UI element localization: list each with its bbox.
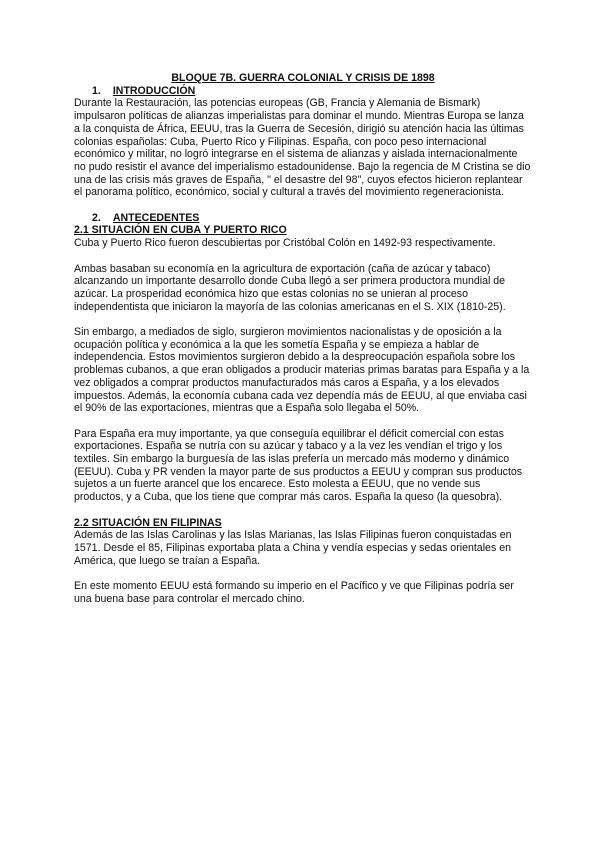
intro-paragraph: Durante la Restauración, las potencias europeas (GB, Francia y Alemania de Bismark) impulsaron políticas de alianzas imperialistas para dominar el mundo. Mientras Europa se lanza a la conquista de África, EEUU, tras la Guerra de Secesión, dirigió su atención hacia las últimas colonias españolas: Cuba, Puerto Rico y Filipinas. España, con poco peso internacional económico y militar, no logró integrarse en el sistema de alianzas y aislada internacionalmente no pudo resistir el avance del imperialismo estadounidense. Bajo la regencia de M Cristina se dio una de las crisis más graves de España, " el desastre del 98", cuyos efectos hicieron replantear el panorama político, económico, social y cultural a través del movimiento regeneracionista.	[74, 97, 531, 199]
section-1-heading	[74, 85, 532, 98]
spacer	[74, 567, 532, 580]
spacer	[74, 250, 532, 263]
paragraph-2-2-b: En este momento EEUU está formando su imperio en el Pacífico y ve que Filipinas podría ser una buena base para controlar el mercado chino.	[74, 580, 514, 605]
subsection-2-2-heading: 2.2 SITUACIÓN EN FILIPINAS	[74, 516, 222, 529]
paragraph-2-2-a: Además de las Islas Carolinas y las Islas Marianas, las Islas Filipinas fueron conquistadas en 1571. Desde el 85, Filipinas exportaba plata a China y vendía especias y sedas orientales en América, que luego se traían a España.	[74, 529, 512, 567]
paragraph-2-1-a: Cuba y Puerto Rico fueron descubiertas por Cristóbal Colón en 1492-93 respectivamente.	[74, 237, 496, 250]
section-1-number: 1.	[92, 84, 101, 97]
subsection-2-1-heading: 2.1 SITUACIÓN EN CUBA Y PUERTO RICO	[74, 224, 287, 237]
spacer	[74, 504, 532, 517]
document-title: BLOQUE 7B. GUERRA COLONIAL Y CRISIS DE 1898	[171, 72, 435, 84]
spacer	[74, 415, 532, 428]
section-2-title: ANTECEDENTES	[112, 211, 200, 224]
paragraph-2-1-b: Ambas basaban su economía en la agricultura de exportación (caña de azúcar y tabaco) alcanzando un importante desarrollo donde Cuba llegó a ser primera productora mundial de azúcar. La prosperidad económica hizo que estas colonias no se unieran al proceso independentista que iniciaron la mayoría de las colonias americanas en el S. XIX (1810-25).	[74, 262, 506, 313]
section-1-title: INTRODUCCIÓN	[112, 84, 196, 97]
spacer	[74, 313, 532, 326]
spacer	[74, 199, 532, 212]
section-2-number: 2.	[92, 211, 101, 224]
document-page	[74, 72, 532, 605]
section-2-heading	[74, 212, 532, 225]
paragraph-2-1-d: Para España era muy importante, ya que conseguía equilibrar el déficit comercial con estas exportaciones. España se nutría con su azúcar y tabaco y a la vez les vendían el trigo y los textiles. Sin embargo la burguesía de las islas prefería un mercado más moderno y dinámico (EEUU). Cuba y PR venden la mayor parte de sus productos a EEUU y compran sus productos sujetos a un fuerte arancel que los encarece. Esto molesta a EEUU, que no vende sus productos, y a Cuba, que los tiene que comprar más caros. España la queso (la quesobra).	[74, 427, 523, 504]
paragraph-2-1-c: Sin embargo, a mediados de siglo, surgieron movimientos nacionalistas y de oposición a la ocupación política y económica a la que les sometía España y se empieza a hablar de independencia. Estos movimientos surgieron debido a la despreocupación española sobre los problemas cubanos, a que eran obligados a producir materias primas baratas para España y a la vez obligados a comprar productos manufacturados más caros a España, y a los elevados impuestos. Además, la economía cubana cada vez dependía más de EEUU, al que enviaba casi el 90% de las exportaciones, mientras que a España solo llegaba el 50%.	[74, 326, 530, 415]
